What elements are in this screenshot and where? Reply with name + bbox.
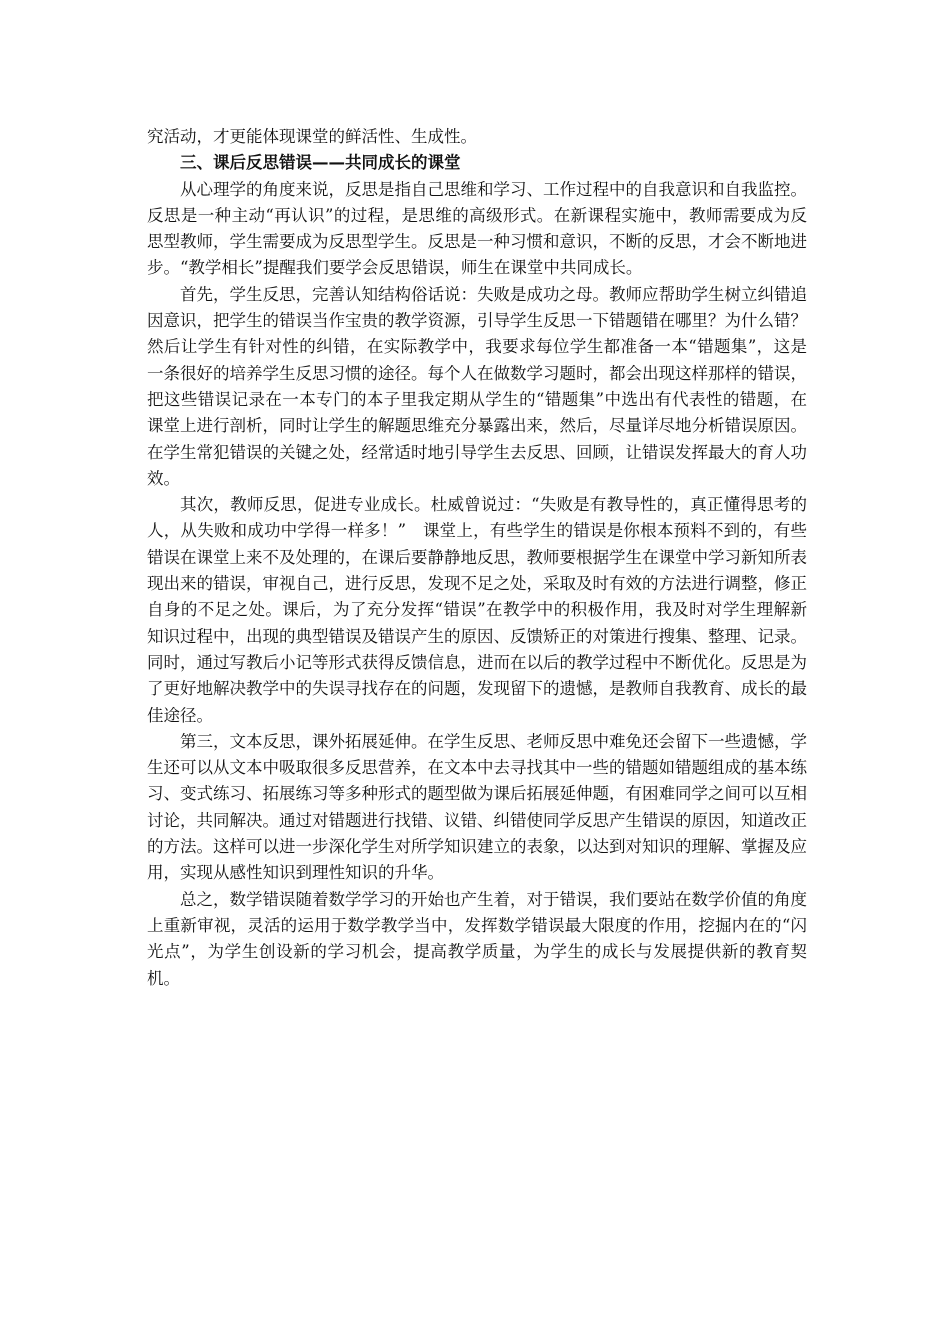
continuation-paragraph: 究活动，才更能体现课堂的鲜活性、生成性。 xyxy=(147,127,477,146)
paragraph-teacher-reflection: 其次，教师反思，促进专业成长。杜威曾说过：“失败是有教导性的，真正懂得思考的人，从失败和成功中学得一样多！” 课堂上，有些学生的错误是你根本预料不到的，有些错误在课堂上来不及处理的，在课后要静静地反思，教师要根据学生在课堂中学习新知所表现出来的错误，审视自己，进行反思，发现不足之处，采取及时有效的方法进行调整，修正自身的不足之处。课后，为了充分发挥“错误”在教学中的积极作用，我及时对学生理解新知识过程中，出现的典型错误及错误产生的原因、反馈矫正的对策进行搜集、整理、记录。同时，通过写教后小记等形式获得反馈信息，进而在以后的教学过程中不断优化。反思是为了更好地解决教学中的失误寻找存在的问题，发现留下的遗憾，是教师自我教育、成长的最佳途径。 xyxy=(147,495,807,725)
paragraph-psychology-reflection: 从心理学的角度来说，反思是指自己思维和学习、工作过程中的自我意识和自我监控。反思是一种主动“再认识”的过程，是思维的高级形式。在新课程实施中，教师需要成为反思型教师，学生需要成为反思型学生。反思是一种习惯和意识，不断的反思，才会不断地进步。“教学相长”提醒我们要学会反思错误，师生在课堂中共同成长。 xyxy=(147,179,807,278)
document-body xyxy=(147,124,807,992)
section-heading: 三、课后反思错误——共同成长的课堂 xyxy=(180,153,461,173)
paragraph-text-reflection: 第三，文本反思，课外拓展延伸。在学生反思、老师反思中难免还会留下一些遗憾，学生还可以从文本中吸取很多反思营养，在文本中去寻找其中一些的错题如错题组成的基本练习、变式练习、拓展练习等多种形式的题型做为课后拓展延伸题，有困难同学之间可以互相讨论，共同解决。通过对错题进行找错、议错、纠错使同学反思产生错误的原因，知道改正的方法。这样可以进一步深化学生对所学知识建立的表象，以达到对知识的理解、掌握及应用，实现从感性知识到理性知识的升华。 xyxy=(147,731,807,883)
paragraph-student-reflection: 首先，学生反思，完善认知结构俗话说：失败是成功之母。教师应帮助学生树立纠错追因意识，把学生的错误当作宝贵的教学资源，引导学生反思一下错题错在哪里？为什么错？然后让学生有针对性的纠错，在实际教学中，我要求每位学生都准备一本“错题集”，这是一条很好的培养学生反思习惯的途径。每个人在做数学习题时，都会出现这样那样的错误，把这些错误记录在一本专门的本子里我定期从学生的“错题集”中选出有代表性的错题，在课堂上进行剖析，同时让学生的解题思维充分暴露出来，然后，尽量详尽地分析错误原因。在学生常犯错误的关键之处，经常适时地引导学生去反思、回顾，让错误发挥最大的育人功效。 xyxy=(147,284,807,488)
paragraph-conclusion: 总之，数学错误随着数学学习的开始也产生着，对于错误，我们要站在数学价值的角度上重新审视，灵活的运用于数学教学当中，发挥数学错误最大限度的作用，挖掘内在的“闪光点”，为学生创设新的学习机会，提高教学质量，为学生的成长与发展提供新的教育契机。 xyxy=(147,889,807,988)
